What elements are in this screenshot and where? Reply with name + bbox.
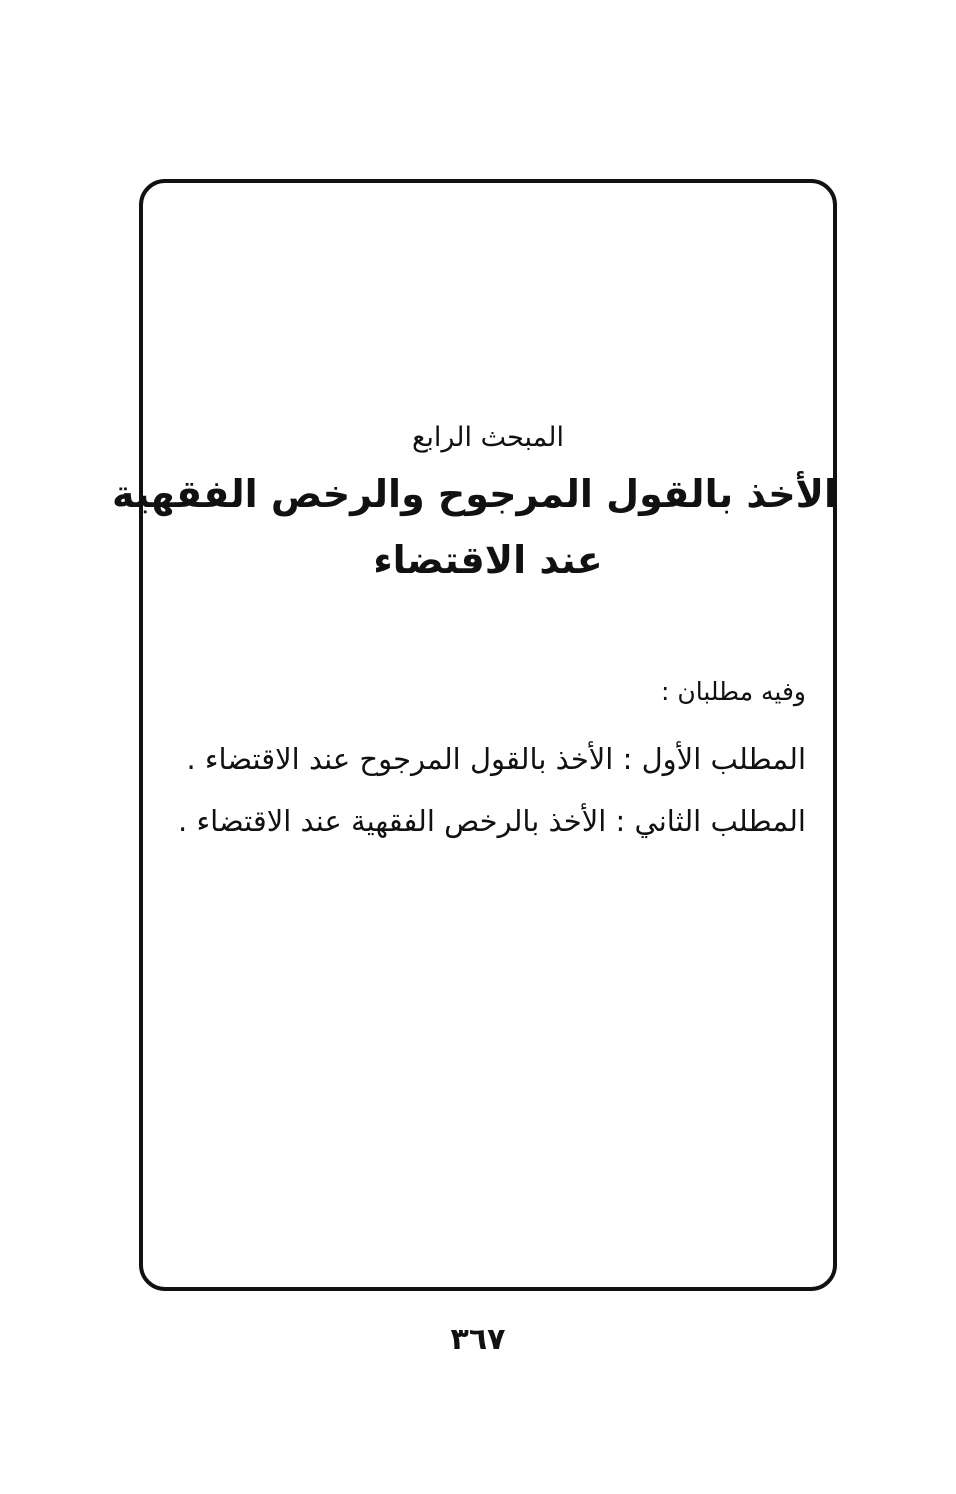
page-number: ٣٦٧ [450,1322,506,1357]
chapter-title-line-1: الأخذ بالقول المرجوح والرخص الفقهية [112,472,837,516]
subsection-item-2-text: الأخذ بالرخص الفقهية عند الاقتضاء . [178,804,607,838]
page-border-frame [112,179,837,1291]
subsection-item-1 [186,739,806,779]
subsection-item-1-text: الأخذ بالقول المرجوح عند الاقتضاء . [186,742,614,776]
subsection-item-2-label: المطلب الثاني : [615,804,806,838]
subsection-item-1-label: المطلب الأول : [622,742,806,776]
section-label: المبحث الرابع [411,422,565,453]
chapter-title-line-2: عند الاقتضاء [373,538,603,582]
section-intro: وفيه مطلبان : [661,677,806,706]
subsection-item-2 [178,801,806,841]
